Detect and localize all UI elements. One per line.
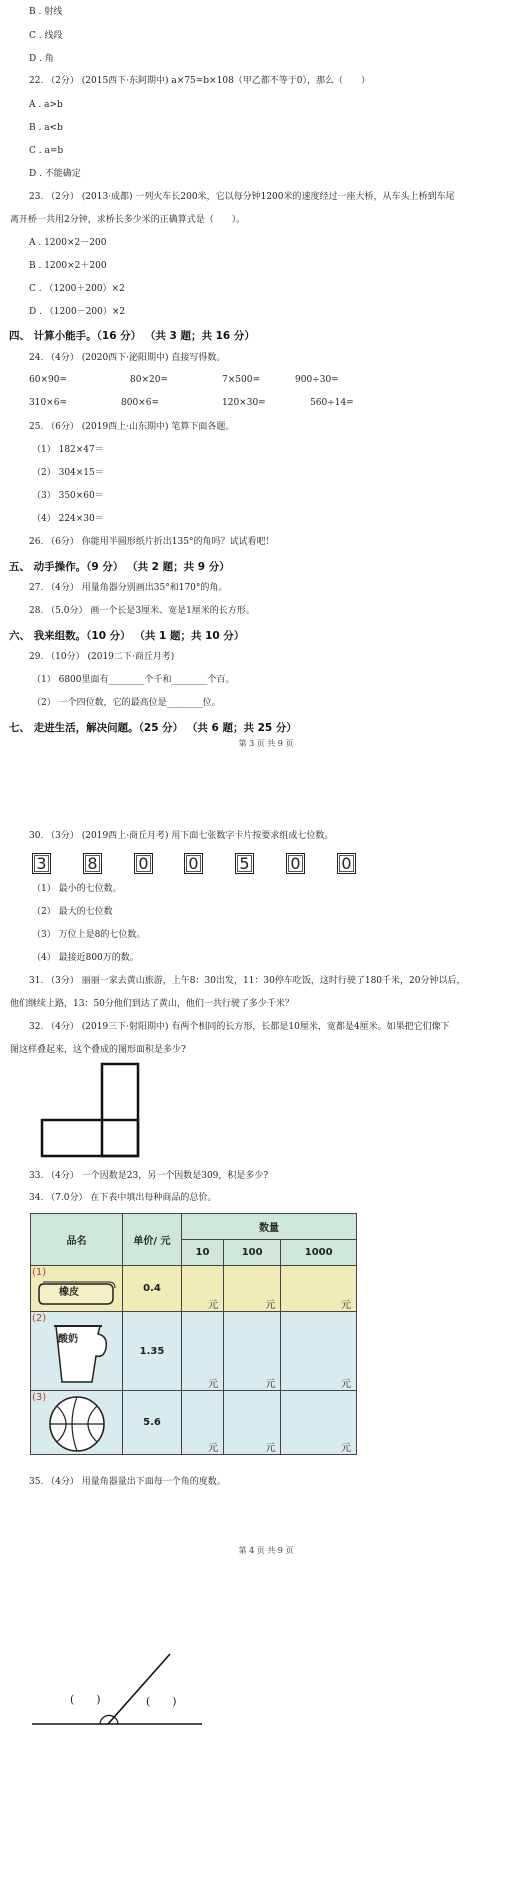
item-cell — [31, 1266, 123, 1312]
question-23-continuation: 离开桥一共用2分钟，求桥长多少米的正确算式是（ ）。 — [10, 215, 246, 225]
price-cell: 1.35 — [123, 1312, 182, 1391]
total-cell: 元 — [223, 1312, 280, 1391]
total-cell: 元 — [281, 1266, 357, 1312]
question-35: 35. （4分） 用量角器量出下面每一个角的度数。 — [29, 1477, 226, 1487]
item-label: 酸奶 — [58, 1334, 78, 1345]
header-price: 单价/ 元 — [123, 1214, 182, 1266]
calc-item: 560÷14= — [310, 398, 354, 408]
question-26: 26. （6分） 你能用半圆形纸片折出135°的角吗？试试看吧！ — [29, 537, 275, 547]
item-cell — [31, 1391, 123, 1455]
digit-card: 0 — [134, 853, 153, 874]
overlapping-rectangles-figure — [40, 1062, 145, 1160]
question-32-continuation: 图这样叠起来，这个叠成的图形面积是多少? — [10, 1045, 186, 1055]
option-text: D . （1200－200）×2 — [29, 307, 126, 317]
yogurt-cup-icon — [42, 1318, 112, 1388]
option-text: A . 1200×2－200 — [29, 238, 107, 248]
calc-item: 800×6= — [121, 398, 159, 408]
question-22: 22. （2分） (2015西下·东阿期中) a×75=b×108（甲乙都不等于0），那么（ ） — [29, 76, 371, 86]
digit-card: 0 — [337, 853, 356, 874]
digit-card: 5 — [235, 853, 254, 874]
option-text: A . a>b — [29, 100, 63, 110]
digit-card: 0 — [286, 853, 305, 874]
angle-blank: ( ) — [146, 1695, 177, 1708]
sub-item: （1） 182×47＝ — [32, 445, 104, 455]
price-cell: 5.6 — [123, 1391, 182, 1455]
question-24: 24. （4分） (2020西下·泌阳期中) 直接写得数。 — [29, 353, 226, 363]
section-heading: 七、 走进生活，解决问题。（25 分） （共 6 题；共 25 分） — [9, 722, 297, 734]
page-footer: 第 3 页 共 9 页 — [238, 739, 294, 748]
total-cell: 元 — [223, 1266, 280, 1312]
qty-col: 100 — [223, 1240, 280, 1266]
option-text: C . a=b — [29, 146, 64, 156]
option-text: D . 不能确定 — [29, 169, 81, 179]
row-number: (3) — [32, 1392, 47, 1403]
question-23: 23. （2分） (2013·成都) 一列火车长200米，它以每分钟1200米的速度经过一座大桥，从车头上桥到车尾 — [29, 192, 455, 202]
total-cell: 元 — [281, 1391, 357, 1455]
sub-item: （4） 224×30＝ — [32, 514, 104, 524]
calc-item: 310×6= — [29, 398, 67, 408]
section-heading: 六、 我来组数。（10 分） （共 1 题；共 10 分） — [9, 630, 245, 642]
header-qty: 数量 — [182, 1214, 357, 1240]
sub-item: （2） 一个四位数，它的最高位是________位。 — [32, 698, 221, 708]
table-row — [31, 1266, 357, 1312]
total-cell: 元 — [182, 1391, 224, 1455]
question-29: 29. （10分） (2019二下·商丘月考) — [29, 652, 175, 662]
item-cell — [31, 1312, 123, 1391]
row-number: (2) — [32, 1313, 47, 1324]
total-cell: 元 — [223, 1391, 280, 1455]
question-31: 31. （3分） 丽丽一家去黄山旅游，上午8：30出发，11：30停车吃饭，这时行驶了180千米，20分钟以后， — [29, 976, 466, 986]
sub-item: （3） 万位上是8的七位数。 — [32, 930, 146, 940]
sub-item: （1） 6800里面有________个千和________个百。 — [32, 675, 235, 685]
option-text: B . a<b — [29, 123, 63, 133]
question-33: 33. （4分） 一个因数是23，另一个因数是309，积是多少? — [29, 1171, 269, 1181]
question-27: 27. （4分） 用量角器分别画出35°和170°的角。 — [29, 583, 228, 593]
option-text: B . 射线 — [29, 7, 63, 17]
sub-item: （1） 最小的七位数。 — [32, 884, 122, 894]
digit-card: 3 — [32, 853, 51, 874]
page-footer: 第 4 页 共 9 页 — [238, 1546, 294, 1555]
header-name: 品名 — [31, 1214, 123, 1266]
question-32: 32. （4分） (2019三下·射阳期中) 有两个相同的长方形，长都是10厘米，宽都是4厘米。如果把它们像下 — [29, 1022, 450, 1032]
table-row — [31, 1312, 357, 1391]
option-text: B . 1200×2＋200 — [29, 261, 107, 271]
angle-blank: ( ) — [70, 1693, 101, 1706]
section-heading: 五、 动手操作。（9 分） （共 2 题；共 9 分） — [9, 561, 230, 573]
qty-col: 10 — [182, 1240, 224, 1266]
option-text: C . （1200＋200）×2 — [29, 284, 125, 294]
total-cell: 元 — [281, 1312, 357, 1391]
table-row — [31, 1391, 357, 1455]
calc-item: 120×30= — [222, 398, 266, 408]
calc-item: 900÷30= — [295, 375, 339, 385]
calc-item: 7×500= — [222, 375, 260, 385]
question-25: 25. （6分） (2019西上·山东期中) 笔算下面各题。 — [29, 422, 235, 432]
sub-item: （2） 304×15＝ — [32, 468, 104, 478]
total-cell: 元 — [182, 1312, 224, 1391]
question-30: 30. （3分） (2019西上·商丘月考) 用下面七张数字卡片按要求组成七位数。 — [29, 831, 334, 841]
option-text: D . 角 — [29, 54, 54, 64]
calc-item: 60×90= — [29, 375, 67, 385]
price-table — [30, 1213, 357, 1455]
digit-card: 0 — [184, 853, 203, 874]
digit-card: 8 — [83, 853, 102, 874]
item-label: 橡皮 — [59, 1287, 79, 1298]
section-heading: 四、 计算小能手。（16 分） （共 3 题；共 16 分） — [9, 330, 255, 342]
row-number: (1) — [32, 1267, 47, 1278]
price-cell: 0.4 — [123, 1266, 182, 1312]
sub-item: （3） 350×60＝ — [32, 491, 104, 501]
basketball-icon — [45, 1394, 109, 1454]
question-34: 34. （7.0分） 在下表中填出每种商品的总价。 — [29, 1193, 217, 1203]
option-text: C . 线段 — [29, 31, 63, 41]
calc-item: 80×20= — [130, 375, 168, 385]
angle-figure — [30, 1650, 210, 1730]
sub-item: （4） 最接近800万的数。 — [32, 953, 139, 963]
question-28: 28. （5.0分） 画一个长是3厘米、宽是1厘米的长方形。 — [29, 606, 255, 616]
sub-item: （2） 最大的七位数 — [32, 907, 113, 917]
total-cell: 元 — [182, 1266, 224, 1312]
question-31-continuation: 他们继续上路，13：50分他们到达了黄山，他们一共行驶了多少千米？ — [10, 999, 294, 1009]
qty-col: 1000 — [281, 1240, 357, 1266]
